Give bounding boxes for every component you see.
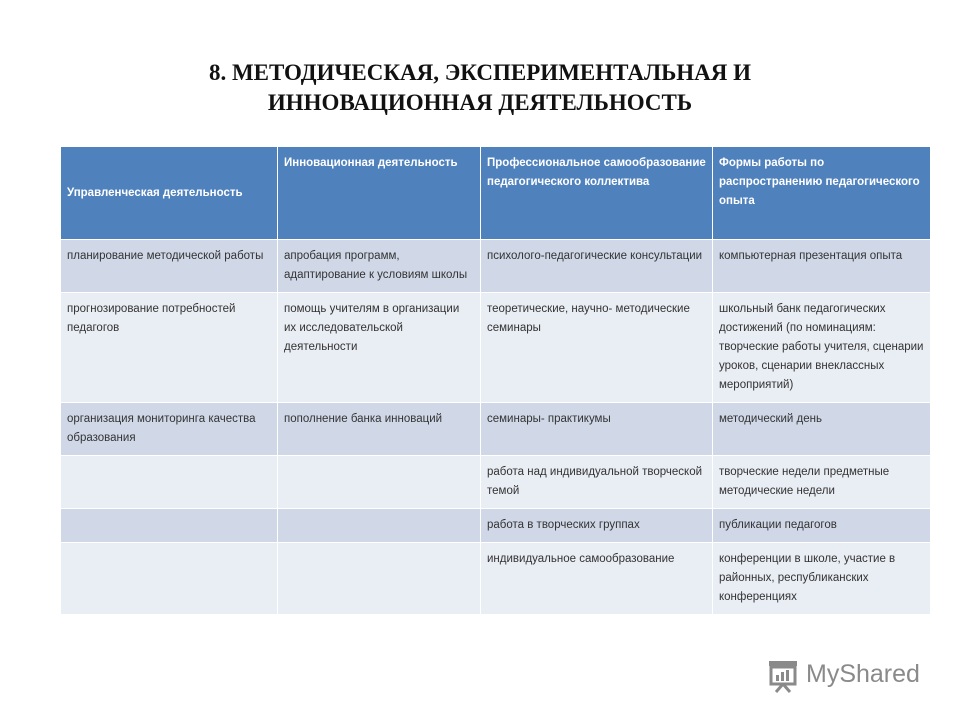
table-cell: компьютерная презентация опыта <box>713 240 931 293</box>
table-cell: семинары- практикумы <box>481 403 713 456</box>
table-row <box>61 543 931 615</box>
activity-table-wrapper <box>60 146 930 615</box>
table-cell: помощь учителям в организации их исследовательской деятельности <box>278 293 481 403</box>
table-cell: планирование методической работы <box>61 240 278 293</box>
table-cell: конференции в школе, участие в районных, республиканских конференциях <box>713 543 931 615</box>
table-cell: апробация программ, адаптирование к условиям школы <box>278 240 481 293</box>
myshared-watermark <box>766 656 926 696</box>
table-row <box>61 509 931 543</box>
table-cell: творческие недели предметные методические недели <box>713 456 931 509</box>
table-cell <box>61 456 278 509</box>
table-header-cell: Формы работы по распространению педагогического опыта <box>713 147 931 240</box>
table-cell <box>61 543 278 615</box>
table-header-cell: Управленческая деятельность <box>61 147 278 240</box>
table-cell: организация мониторинга качества образования <box>61 403 278 456</box>
table-row <box>61 403 931 456</box>
presentation-board-icon <box>766 658 800 694</box>
table-cell: пополнение банка инноваций <box>278 403 481 456</box>
watermark-text: MyShared <box>806 660 920 688</box>
table-cell <box>278 509 481 543</box>
table-row <box>61 456 931 509</box>
activity-table <box>60 146 931 615</box>
table-cell: работа в творческих группах <box>481 509 713 543</box>
table-row <box>61 293 931 403</box>
table-cell: теоретические, научно- методические семинары <box>481 293 713 403</box>
table-cell: индивидуальное самообразование <box>481 543 713 615</box>
slide-title-line-2: ИННОВАЦИОННАЯ ДЕЯТЕЛЬНОСТЬ <box>267 90 693 115</box>
table-header-cell: Инновационная деятельность <box>278 147 481 240</box>
slide-title-line-1: 8. МЕТОДИЧЕСКАЯ, ЭКСПЕРИМЕНТАЛЬНАЯ И <box>208 60 752 85</box>
table-cell <box>61 509 278 543</box>
table-cell: психолого-педагогические консультации <box>481 240 713 293</box>
table-cell: методический день <box>713 403 931 456</box>
table-cell <box>278 543 481 615</box>
table-cell <box>278 456 481 509</box>
slide-title <box>80 58 880 118</box>
table-header-cell: Профессиональное самообразование педагогического коллектива <box>481 147 713 240</box>
table-header-row <box>61 147 931 240</box>
table-row <box>61 240 931 293</box>
table-cell: школьный банк педагогических достижений (по номинациям: творческие работы учителя, сценарии уроков, сценарии внеклассных мероприятий) <box>713 293 931 403</box>
table-cell: публикации педагогов <box>713 509 931 543</box>
table-cell: прогнозирование потребностей педагогов <box>61 293 278 403</box>
table-cell: работа над индивидуальной творческой темой <box>481 456 713 509</box>
